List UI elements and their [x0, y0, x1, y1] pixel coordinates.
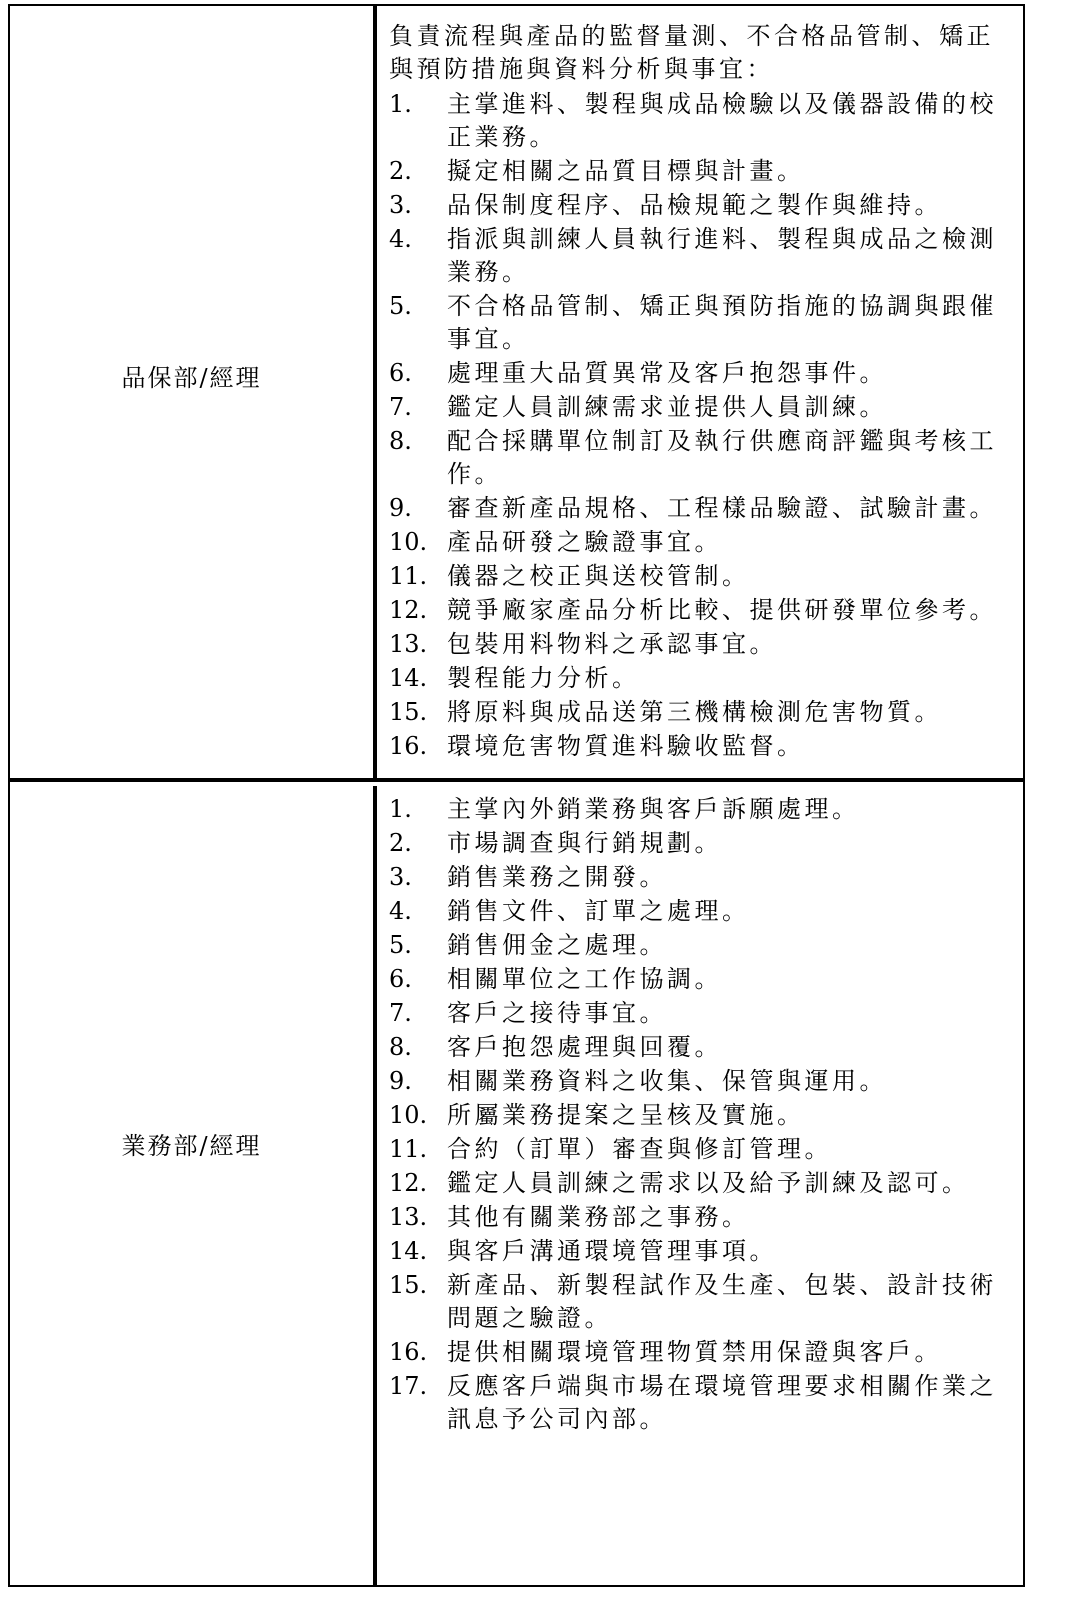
duty-number: 8.	[389, 1033, 412, 1061]
duty-item	[389, 189, 1015, 222]
duty-text: 客戶之接待事宜。	[447, 999, 667, 1027]
duty-number: 10.	[389, 528, 428, 556]
duty-item	[389, 1065, 1015, 1098]
duty-number: 9.	[389, 494, 412, 522]
duty-number: 3.	[389, 191, 412, 219]
duty-text: 銷售佣金之處理。	[447, 931, 667, 959]
duties-list	[389, 88, 1015, 763]
duty-text: 其他有關業務部之事務。	[447, 1203, 750, 1231]
duty-number: 1.	[389, 90, 412, 118]
duty-text: 市場調查與行銷規劃。	[447, 829, 722, 857]
duty-text: 產品研發之驗證事宜。	[447, 528, 722, 556]
duty-number: 9.	[389, 1067, 412, 1095]
duty-item	[389, 963, 1015, 996]
duty-number: 14.	[389, 1237, 428, 1265]
duty-text: 處理重大品質異常及客戶抱怨事件。	[447, 359, 887, 387]
duty-item	[389, 662, 1015, 695]
duties-cell	[377, 786, 1023, 1585]
duty-item	[389, 1167, 1015, 1200]
duty-item	[389, 88, 1015, 154]
duty-item	[389, 730, 1015, 763]
duty-text: 包裝用料物料之承認事宜。	[447, 630, 777, 658]
duty-item	[389, 594, 1015, 627]
duty-item	[389, 895, 1015, 928]
duty-number: 3.	[389, 863, 412, 891]
duty-item	[389, 1031, 1015, 1064]
duty-item	[389, 425, 1015, 491]
duty-item	[389, 560, 1015, 593]
duty-item	[389, 1370, 1015, 1436]
department-label: 業務部/經理	[121, 1132, 262, 1160]
duty-number: 7.	[389, 393, 412, 421]
duty-item	[389, 827, 1015, 860]
duty-text: 審查新產品規格、工程樣品驗證、試驗計畫。	[447, 494, 997, 522]
duty-number: 11.	[389, 1135, 428, 1163]
duty-text: 鑑定人員訓練需求並提供人員訓練。	[447, 393, 887, 421]
duty-number: 1.	[389, 795, 412, 823]
duty-text: 主掌內外銷業務與客戶訴願處理。	[447, 795, 860, 823]
duty-number: 6.	[389, 359, 412, 387]
duty-number: 16.	[389, 1338, 428, 1366]
duty-item	[389, 1201, 1015, 1234]
duty-number: 16.	[389, 732, 428, 760]
duty-text: 提供相關環境管理物質禁用保證與客戶。	[447, 1338, 942, 1366]
duty-item	[389, 1235, 1015, 1268]
duty-number: 14.	[389, 664, 428, 692]
duty-text: 銷售文件、訂單之處理。	[447, 897, 750, 925]
duty-item	[389, 997, 1015, 1030]
duty-item	[389, 861, 1015, 894]
duty-item	[389, 1336, 1015, 1369]
duty-item	[389, 223, 1015, 289]
duty-number: 13.	[389, 1203, 428, 1231]
duty-text: 相關業務資料之收集、保管與運用。	[447, 1067, 887, 1095]
duty-number: 5.	[389, 292, 412, 320]
duty-text: 合約（訂單）審查與修訂管理。	[447, 1135, 832, 1163]
department-cell	[10, 6, 377, 778]
duty-item	[389, 1099, 1015, 1132]
duty-item	[389, 526, 1015, 559]
duty-number: 4.	[389, 225, 412, 253]
duty-text: 環境危害物質進料驗收監督。	[447, 732, 805, 760]
duty-text: 新產品、新製程試作及生產、包裝、設計技術問題之驗證。	[447, 1271, 997, 1332]
duty-text: 競爭廠家產品分析比較、提供研發單位參考。	[447, 596, 997, 624]
duty-text: 配合採購單位制訂及執行供應商評鑑與考核工作。	[447, 427, 997, 488]
duty-item	[389, 492, 1015, 525]
duties-intro: 負責流程與產品的監督量測、不合格品管制、矯正與預防措施與資料分析與事宜：	[389, 22, 994, 83]
duty-number: 4.	[389, 897, 412, 925]
duty-number: 5.	[389, 931, 412, 959]
duty-text: 將原料與成品送第三機構檢測危害物質。	[447, 698, 942, 726]
duty-text: 儀器之校正與送校管制。	[447, 562, 750, 590]
duty-item	[389, 1133, 1015, 1166]
duty-number: 12.	[389, 596, 428, 624]
duty-item	[389, 155, 1015, 188]
duty-number: 2.	[389, 829, 412, 857]
duty-number: 11.	[389, 562, 428, 590]
duty-text: 銷售業務之開發。	[447, 863, 667, 891]
duty-number: 6.	[389, 965, 412, 993]
table-row-quality-assurance	[10, 6, 1023, 782]
duty-text: 主掌進料、製程與成品檢驗以及儀器設備的校正業務。	[447, 90, 997, 151]
duty-item	[389, 357, 1015, 390]
duty-item	[389, 793, 1015, 826]
duty-number: 8.	[389, 427, 412, 455]
duty-text: 鑑定人員訓練之需求以及給予訓練及認可。	[447, 1169, 970, 1197]
table-row-sales	[10, 786, 1023, 1585]
duty-text: 品保制度程序、品檢規範之製作與維持。	[447, 191, 942, 219]
duty-text: 客戶抱怨處理與回覆。	[447, 1033, 722, 1061]
responsibility-table	[8, 4, 1025, 1587]
duty-text: 製程能力分析。	[447, 664, 640, 692]
department-cell	[10, 786, 377, 1585]
duty-text: 不合格品管制、矯正與預防指施的協調與跟催事宜。	[447, 292, 997, 353]
duty-text: 反應客戶端與市場在環境管理要求相關作業之訊息予公司內部。	[447, 1372, 997, 1433]
duty-number: 12.	[389, 1169, 428, 1197]
duty-number: 13.	[389, 630, 428, 658]
duty-item	[389, 628, 1015, 661]
duty-number: 15.	[389, 1271, 428, 1299]
duty-text: 擬定相關之品質目標與計畫。	[447, 157, 805, 185]
duty-number: 7.	[389, 999, 412, 1027]
duty-number: 17.	[389, 1372, 428, 1400]
department-label: 品保部/經理	[121, 364, 262, 392]
duties-cell	[377, 6, 1023, 778]
duty-item	[389, 1269, 1015, 1335]
duty-item	[389, 696, 1015, 729]
duty-text: 所屬業務提案之呈核及實施。	[447, 1101, 805, 1129]
duty-item	[389, 391, 1015, 424]
duties-list	[389, 793, 1015, 1436]
duty-text: 指派與訓練人員執行進料、製程與成品之檢測業務。	[447, 225, 997, 286]
duty-item	[389, 290, 1015, 356]
duty-item	[389, 929, 1015, 962]
duty-text: 相關單位之工作協調。	[447, 965, 722, 993]
duty-number: 2.	[389, 157, 412, 185]
duty-number: 15.	[389, 698, 428, 726]
duty-text: 與客戶溝通環境管理事項。	[447, 1237, 777, 1265]
duty-number: 10.	[389, 1101, 428, 1129]
